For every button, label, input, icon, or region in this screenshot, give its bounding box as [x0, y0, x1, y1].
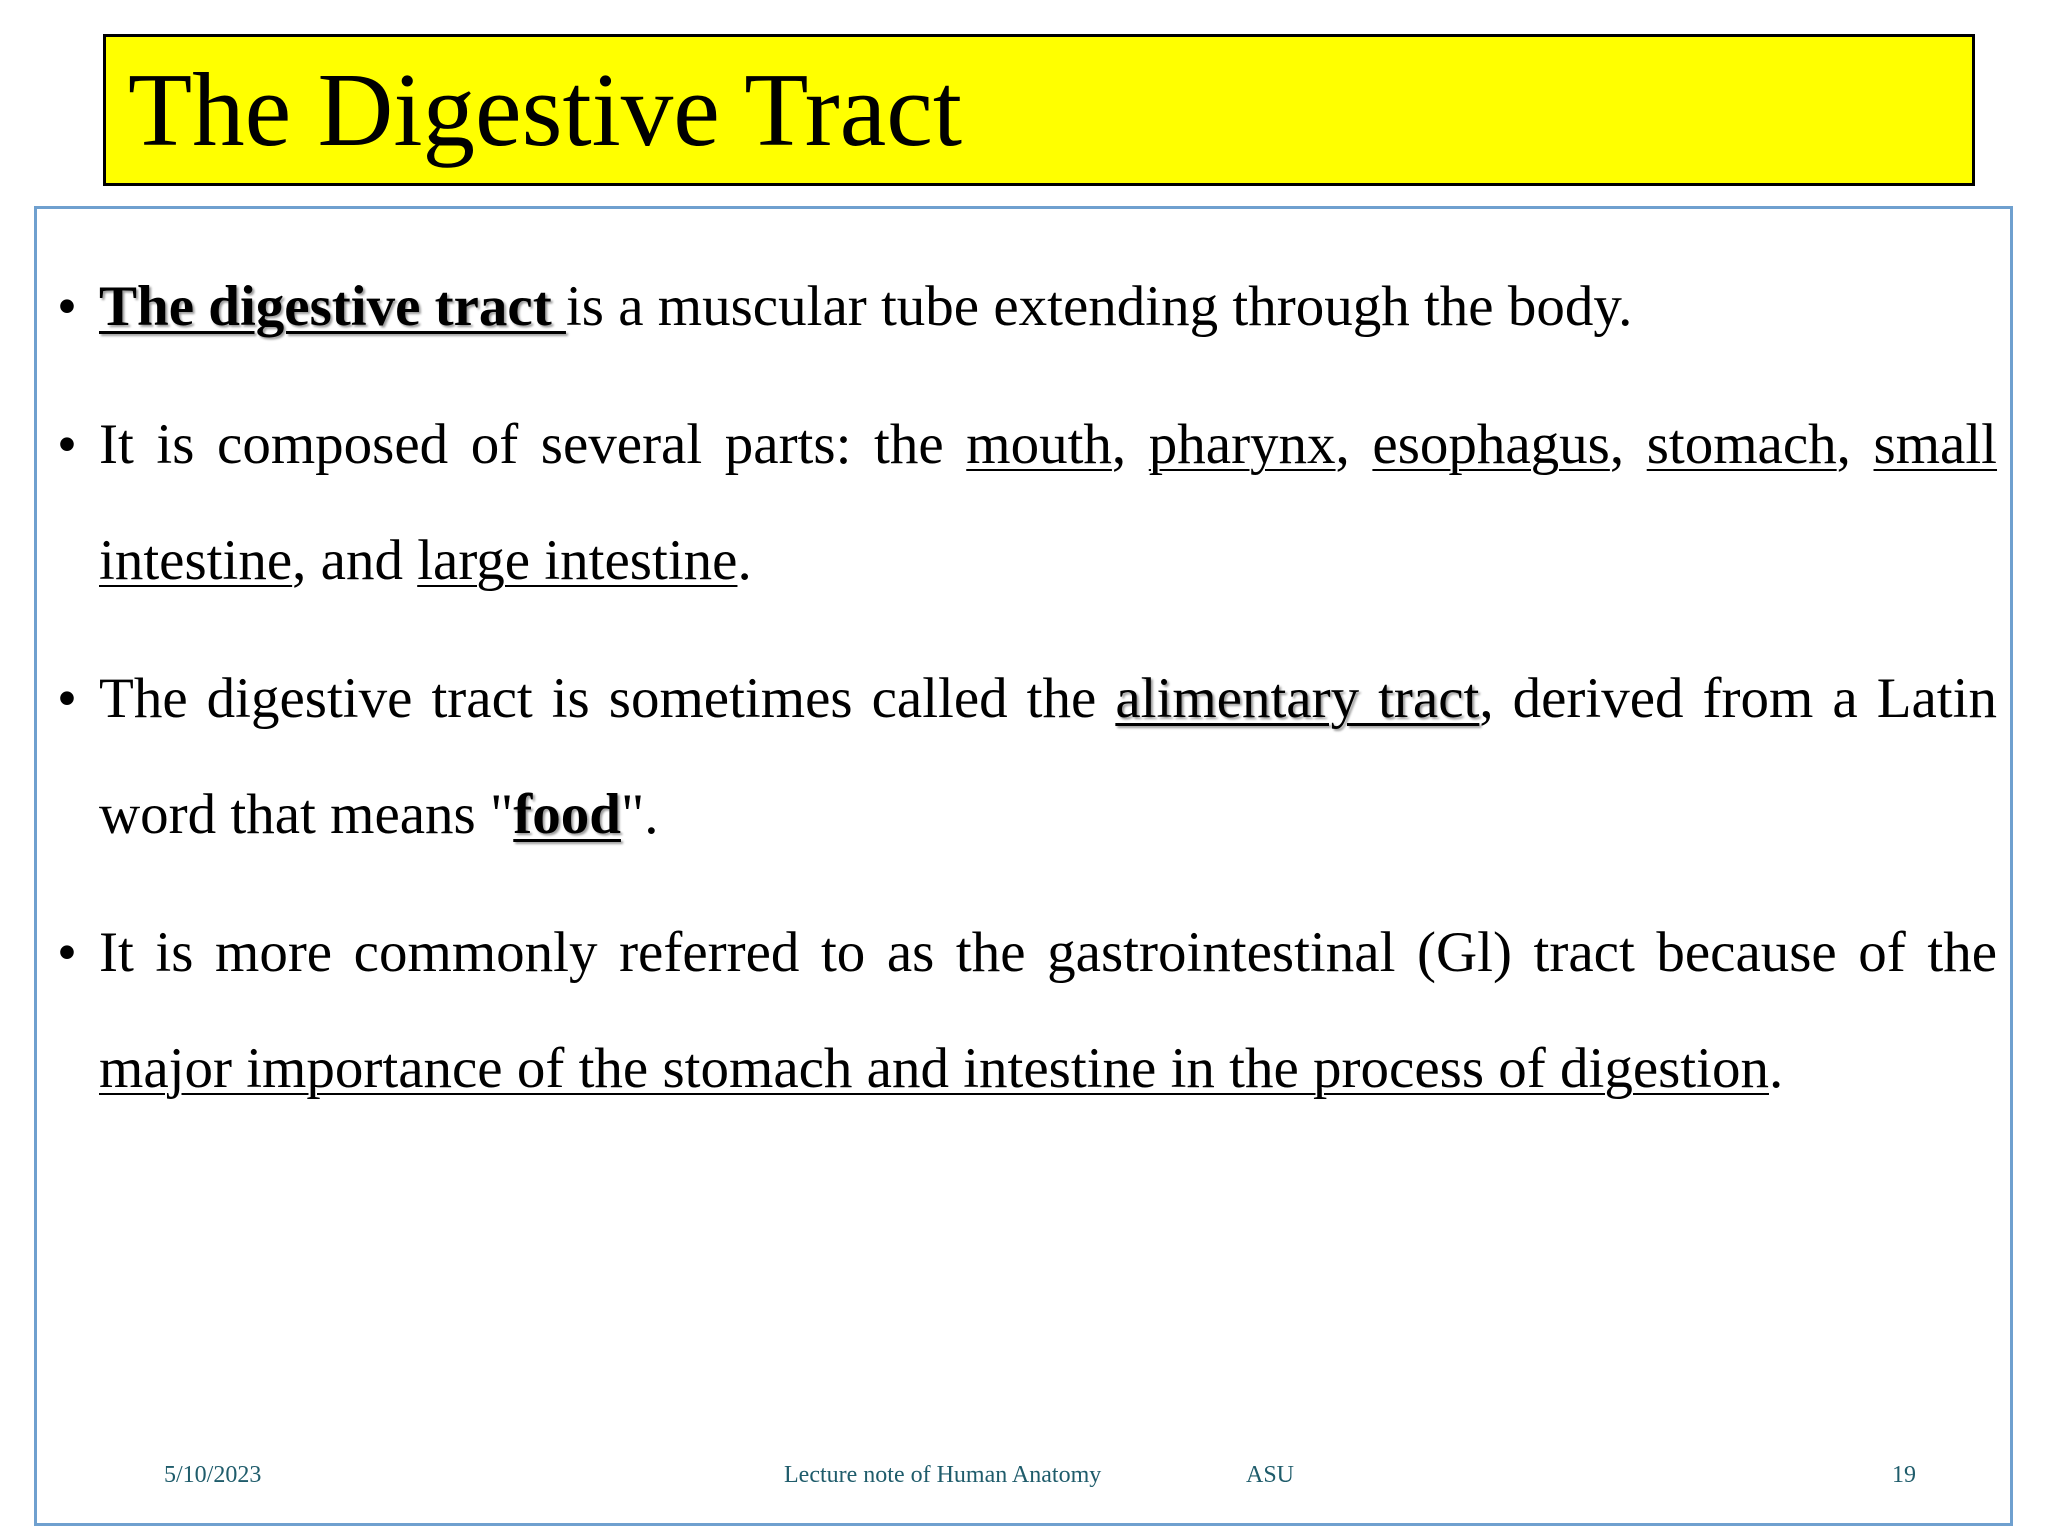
bullet-text: The digestive tract is sometimes called the [99, 667, 1116, 730]
part-pharynx: pharynx [1148, 413, 1336, 476]
bullet-text: , derived from a Latin word that means " [99, 667, 1997, 846]
footer-institution: ASU [1246, 1462, 1295, 1488]
term-food: food [513, 783, 621, 846]
bullet-marker: • [57, 921, 77, 984]
part-mouth: mouth [966, 413, 1112, 476]
bullet-marker: • [57, 667, 77, 730]
separator: , [1111, 413, 1149, 476]
title-banner [103, 34, 1975, 186]
separator: , [1335, 413, 1373, 476]
sentence-end: . [1768, 1037, 1784, 1100]
bullet-item-3 [57, 641, 1997, 873]
bullet-text: It is composed of several parts: the [99, 413, 967, 476]
term-alimentary-tract: alimentary tract [1115, 667, 1480, 730]
part-small-intestine: small intestine [99, 413, 1998, 592]
sentence-end: ". [620, 783, 659, 846]
bullet-marker: • [57, 413, 77, 476]
bullet-marker: • [57, 275, 77, 338]
separator: , [1609, 413, 1647, 476]
bullet-item-2 [57, 387, 1997, 619]
footer-course: Lecture note of Human Anatomy [784, 1462, 1102, 1488]
content-area [34, 206, 2013, 1526]
sentence-end: . [737, 529, 752, 592]
footer-date: 5/10/2023 [164, 1462, 262, 1488]
part-large-intestine: large intestine [417, 529, 738, 592]
part-esophagus: esophagus [1372, 413, 1610, 476]
footer-page-number: 19 [1892, 1462, 1916, 1488]
phrase-major-importance: major importance of the stomach and intestine in the process of digestion [99, 1037, 1769, 1100]
bullet-item-1 [57, 249, 1997, 365]
separator: , [1836, 413, 1874, 476]
slide-title: The Digestive Tract [128, 51, 963, 168]
bullet-item-4 [57, 895, 1997, 1127]
term-digestive-tract: The digestive tract [99, 275, 566, 338]
bullet-text: is a muscular tube extending through the body. [565, 275, 1633, 338]
bullet-list [57, 249, 1997, 1149]
part-stomach: stomach [1646, 413, 1837, 476]
separator-and: , and [292, 529, 418, 592]
bullet-text: It is more commonly referred to as the gastrointestinal (Gl) tract because of the [99, 921, 1997, 984]
